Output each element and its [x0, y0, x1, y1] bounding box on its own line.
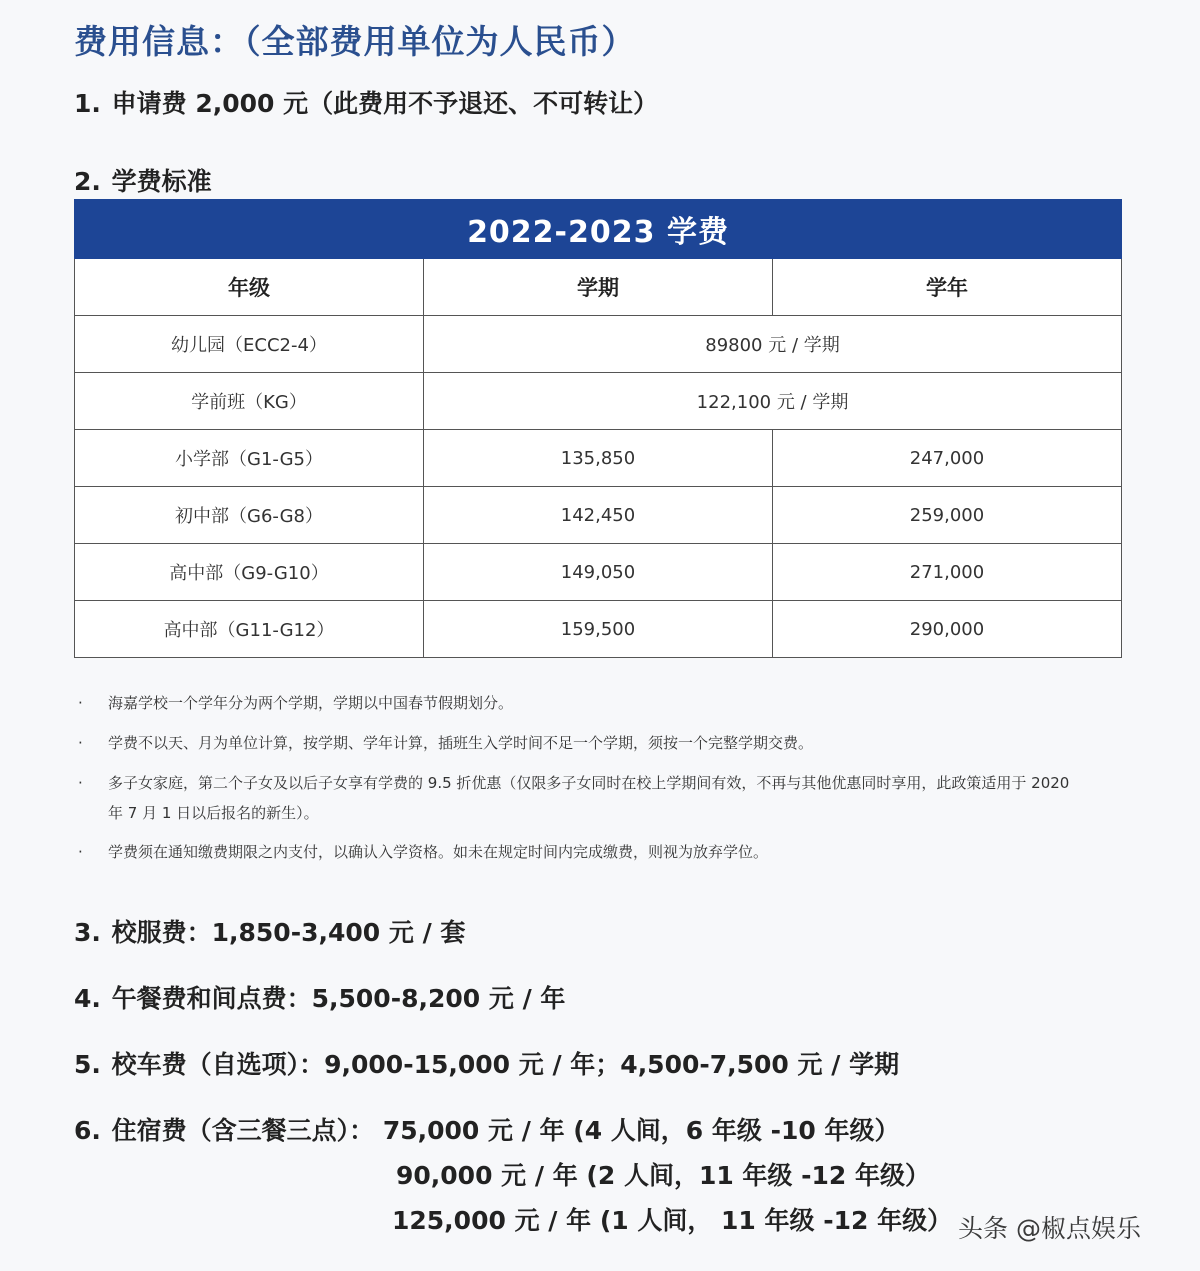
application-fee-line	[74, 84, 658, 120]
grade-cell: 高中部（G11-G12）	[75, 601, 424, 658]
table-row	[75, 430, 1122, 487]
item-number: 6.	[74, 1116, 101, 1145]
table-title: 2022-2023 学费	[75, 200, 1122, 259]
dorm-fee-option-2: 90,000 元 / 年 (2 人间，11 年级 -12 年级）	[396, 1161, 931, 1190]
note-item	[78, 837, 1078, 868]
item-number: 2.	[74, 167, 101, 196]
fee-merged-cell: 89800 元 / 学期	[424, 316, 1122, 373]
bus-fee-line	[74, 1045, 899, 1081]
semester-fee-cell: 142,450	[424, 487, 773, 544]
table-row	[75, 601, 1122, 658]
grade-cell: 初中部（G6-G8）	[75, 487, 424, 544]
page-title: 费用信息：（全部费用单位为人民币）	[74, 22, 636, 61]
grade-cell: 学前班（KG）	[75, 373, 424, 430]
grade-cell: 小学部（G1-G5）	[75, 430, 424, 487]
column-header-year: 学年	[773, 259, 1122, 316]
table-row	[75, 373, 1122, 430]
table-row	[75, 316, 1122, 373]
tuition-notes	[78, 688, 1078, 877]
uniform-fee-text: 校服费：1,850-3,400 元 / 套	[111, 918, 466, 947]
column-header-grade: 年级	[75, 259, 424, 316]
fee-merged-cell: 122,100 元 / 学期	[424, 373, 1122, 430]
watermark: 头条 @椒点娱乐	[958, 1214, 1141, 1243]
tuition-heading	[74, 162, 212, 198]
dorm-fee-label: 住宿费（含三餐三点）：	[111, 1116, 375, 1145]
dorm-fee-option-3: 125,000 元 / 年 (1 人间， 11 年级 -12 年级）	[392, 1206, 953, 1235]
note-item	[78, 688, 1078, 719]
tuition-heading-text: 学费标准	[111, 167, 212, 196]
note-text: 多子女家庭，第二个子女及以后子女享有学费的 9.5 折优惠（仅限多子女同时在校上学期间有效，不再与其他优惠同时享用，此政策适用于 2020 年 7 月 1 日以后报名的新生）。	[108, 774, 1070, 822]
bus-fee-text: 校车费（自选项）：9,000-15,000 元 / 年；4,500-7,500 元 / 学期	[111, 1050, 900, 1079]
bullet-icon: ·	[78, 843, 83, 861]
table-row	[75, 544, 1122, 601]
lunch-fee-text: 午餐费和间点费：5,500-8,200 元 / 年	[111, 984, 566, 1013]
item-number: 3.	[74, 918, 101, 947]
year-fee-cell: 271,000	[773, 544, 1122, 601]
note-item	[78, 728, 1078, 759]
bullet-icon: ·	[78, 694, 83, 712]
item-number: 1.	[74, 89, 101, 118]
grade-cell: 高中部（G9-G10）	[75, 544, 424, 601]
bullet-icon: ·	[78, 774, 83, 792]
semester-fee-cell: 159,500	[424, 601, 773, 658]
note-text: 学费不以天、月为单位计算，按学期、学年计算，插班生入学时间不足一个学期，须按一个完整学期交费。	[108, 734, 814, 752]
table-row	[75, 487, 1122, 544]
semester-fee-cell: 149,050	[424, 544, 773, 601]
year-fee-cell: 290,000	[773, 601, 1122, 658]
grade-cell: 幼儿园（ECC2-4）	[75, 316, 424, 373]
tuition-table	[74, 199, 1122, 658]
bullet-icon: ·	[78, 734, 83, 752]
application-fee-text: 申请费 2,000 元（此费用不予退还、不可转让）	[111, 89, 659, 118]
column-header-semester: 学期	[424, 259, 773, 316]
year-fee-cell: 259,000	[773, 487, 1122, 544]
note-text: 海嘉学校一个学年分为两个学期，学期以中国春节假期划分。	[108, 694, 514, 712]
year-fee-cell: 247,000	[773, 430, 1122, 487]
lunch-fee-line	[74, 979, 565, 1015]
note-text: 学费须在通知缴费期限之内支付，以确认入学资格。如未在规定时间内完成缴费，则视为放弃学位。	[108, 843, 769, 861]
semester-fee-cell: 135,850	[424, 430, 773, 487]
dorm-fee-line	[74, 1111, 899, 1147]
dorm-fee-option-1: 75,000 元 / 年 (4 人间，6 年级 -10 年级）	[382, 1116, 900, 1145]
uniform-fee-line	[74, 913, 465, 949]
item-number: 5.	[74, 1050, 101, 1079]
note-item	[78, 768, 1078, 828]
item-number: 4.	[74, 984, 101, 1013]
